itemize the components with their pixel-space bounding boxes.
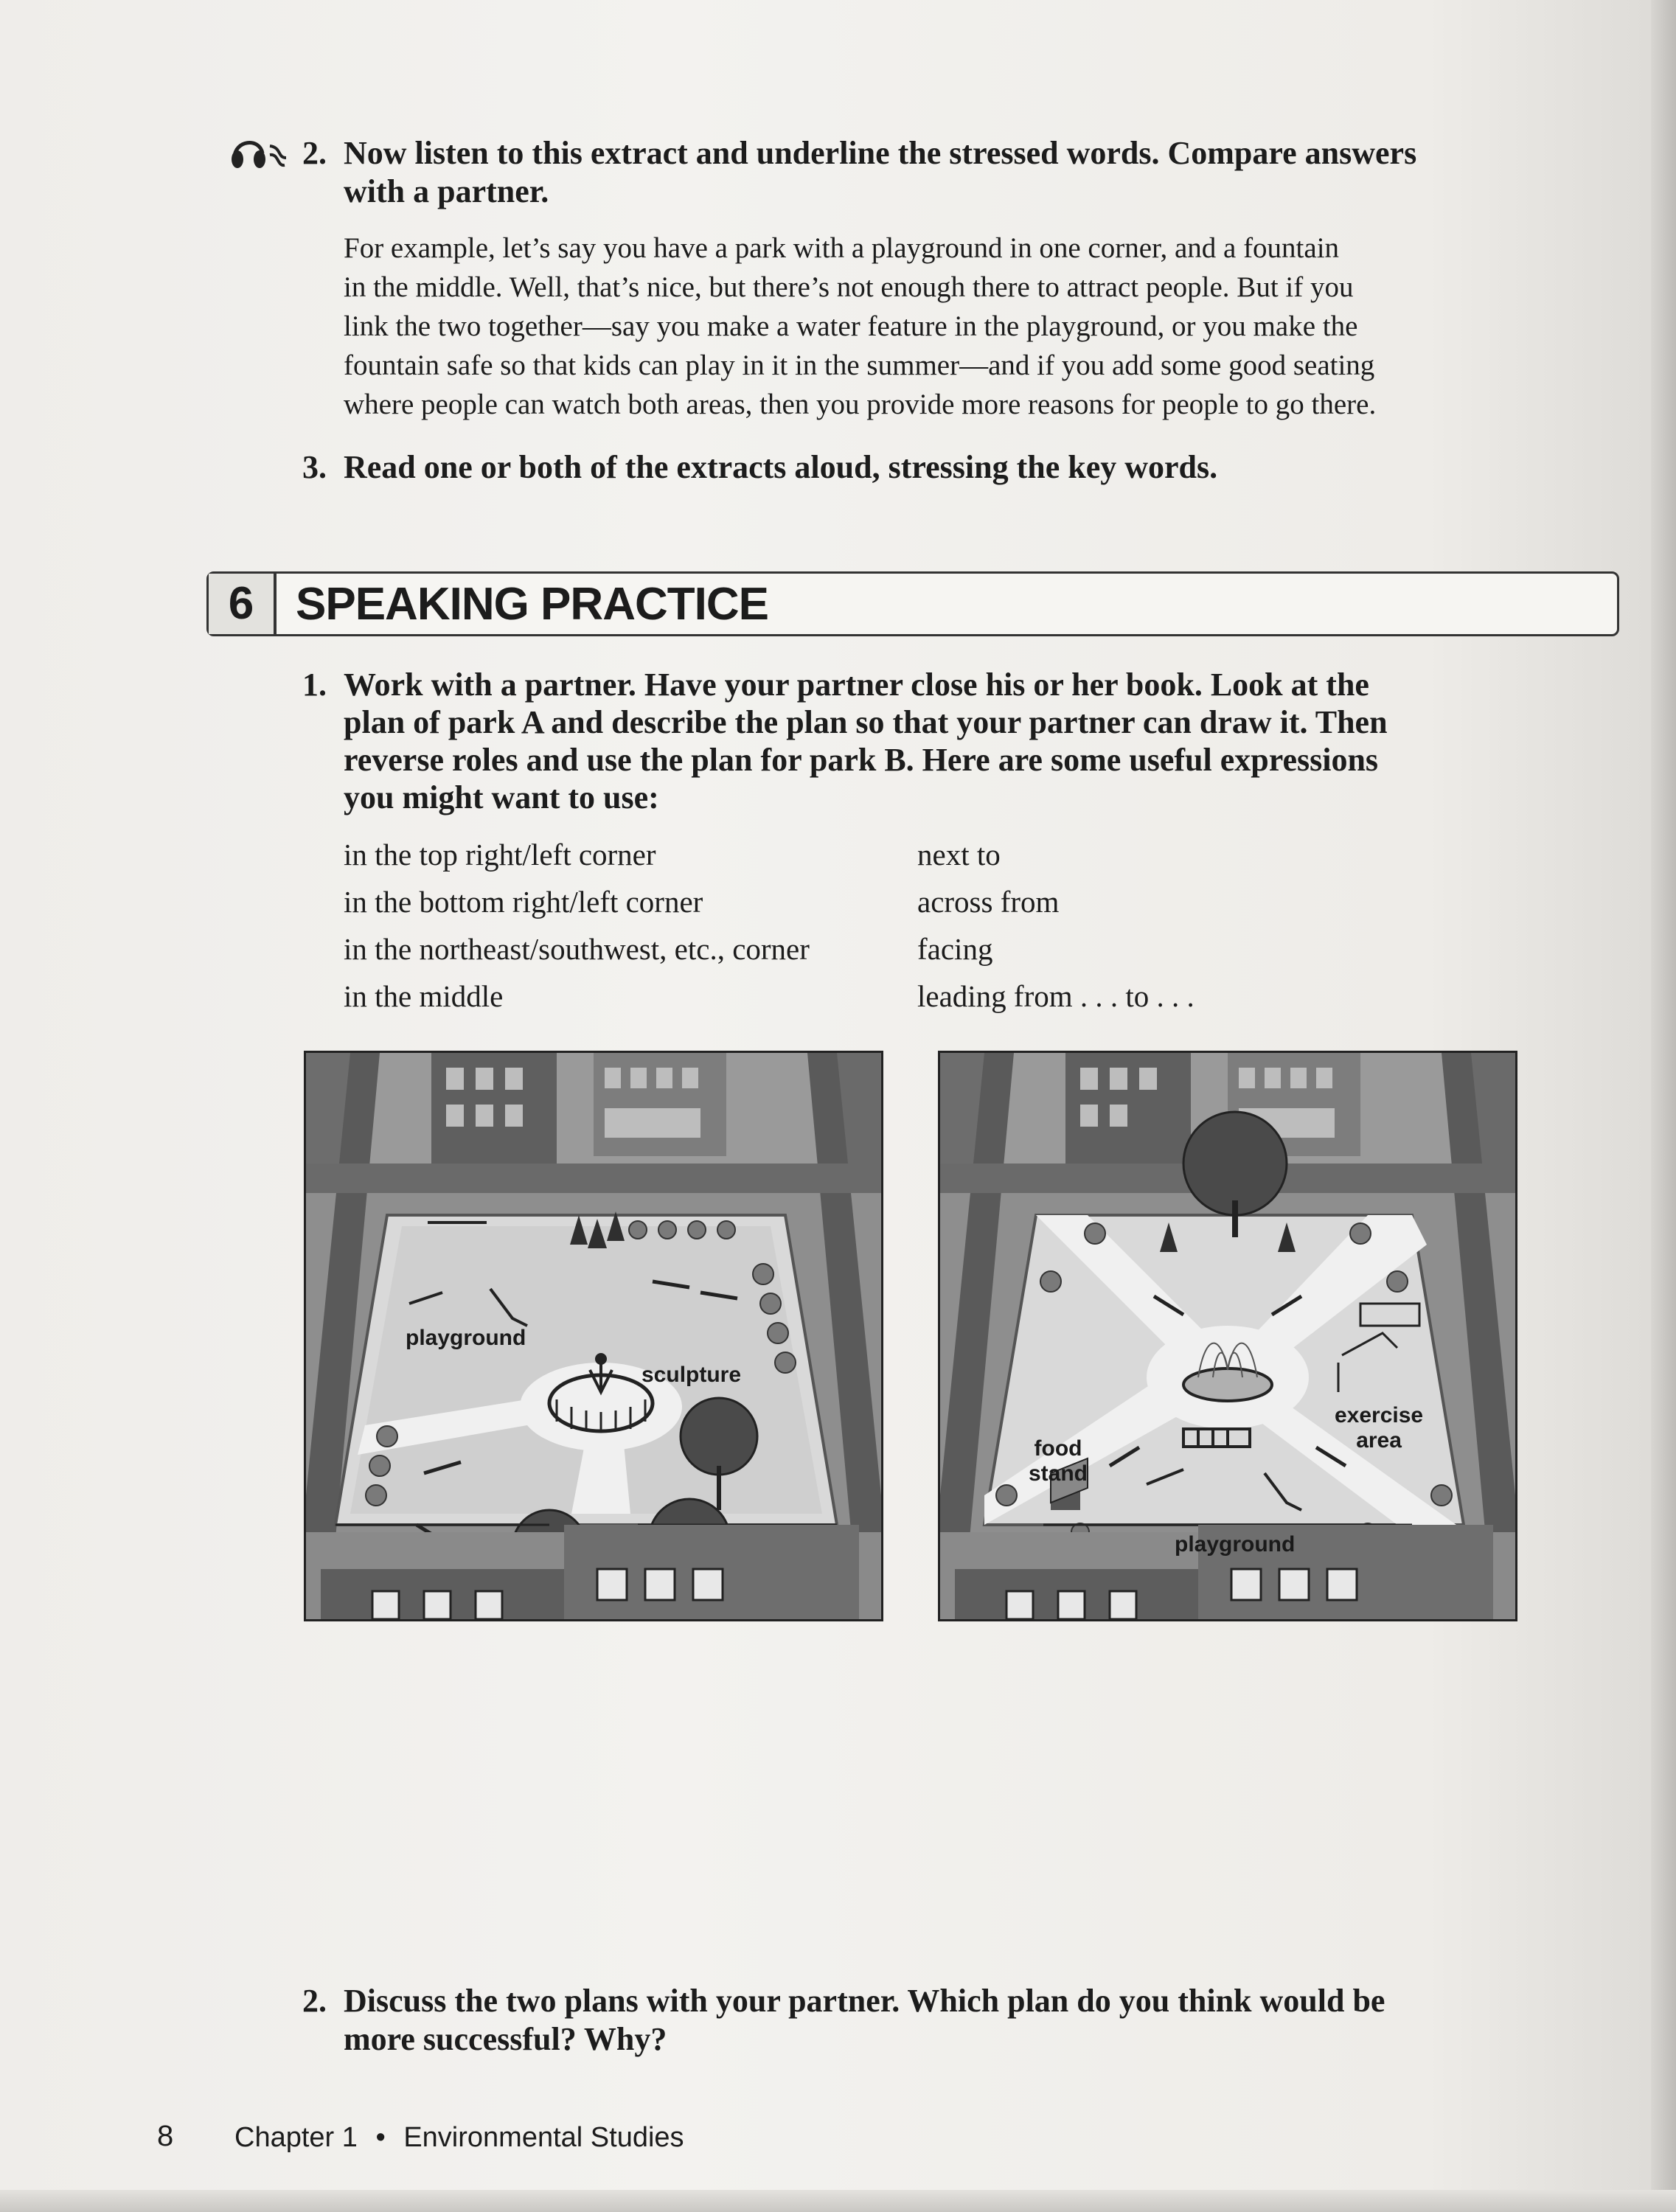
exercise-3	[302, 448, 1556, 487]
expressions-right	[917, 837, 1195, 1026]
chapter-label: Chapter 1	[234, 2122, 358, 2153]
exercise-2-instruction-1: Now listen to this extract and underline the stressed words. Compare answers	[344, 135, 1417, 171]
expression: next to	[917, 838, 1001, 872]
expressions-left	[344, 837, 810, 1026]
section-number: 6	[209, 574, 277, 634]
exercise-2-instruction-2: with a partner.	[344, 173, 549, 209]
extract-line: link the two together—say you make a water feature in the playground, or you make the	[344, 310, 1358, 342]
park-a-plan	[304, 1051, 883, 1621]
speaking-2-number: 2.	[302, 1983, 327, 2019]
speaking-2-line1: Discuss the two plans with your partner. Which plan do you think would be	[344, 1983, 1385, 2019]
chapter-footer	[234, 2122, 684, 2154]
extract-line: fountain safe so that kids can play in it in the summer—and if you add some good seating	[344, 349, 1375, 381]
expression: in the top right/left corner	[344, 838, 656, 872]
expression: facing	[917, 932, 993, 966]
speaking-1-line: you might want to use:	[344, 779, 659, 815]
page-edge	[1651, 0, 1676, 2212]
expression: across from	[917, 885, 1060, 919]
park-b-plan	[938, 1051, 1517, 1621]
exercise-2	[302, 134, 1556, 209]
speaking-1-line: plan of park A and describe the plan so that your partner can draw it. Then	[344, 704, 1388, 740]
expression: in the middle	[344, 979, 504, 1013]
footer-separator: •	[375, 2122, 386, 2153]
chapter-title: Environmental Studies	[403, 2122, 684, 2153]
page-number: 8	[157, 2120, 174, 2152]
speaking-2-line2: more successful? Why?	[344, 2021, 667, 2057]
park-b-exercise-label-line1: exercise	[1335, 1403, 1424, 1427]
speaking-1-line: Work with a partner. Have your partner close his or her book. Look at the	[344, 667, 1369, 703]
park-b-food-label-line2: stand	[1029, 1461, 1088, 1486]
speaking-exercise-2	[302, 1982, 1556, 2057]
park-b-food-label-line1: food	[1034, 1436, 1082, 1461]
section-header	[206, 571, 1619, 636]
exercise-3-text: Read one or both of the extracts aloud, stressing the key words.	[344, 449, 1218, 485]
section-title: SPEAKING PRACTICE	[296, 579, 768, 630]
exercise-3-number: 3.	[302, 449, 327, 485]
expression: leading from . . . to . . .	[917, 979, 1195, 1013]
extract-line: in the middle. Well, that’s nice, but there’s not enough there to attract people. But if you	[344, 271, 1354, 303]
extract-line: where people can watch both areas, then you provide more reasons for people to go there.	[344, 389, 1377, 420]
park-a-playground-label: playground	[406, 1326, 526, 1350]
speaking-exercise-1	[302, 666, 1556, 815]
headphones-icon	[230, 133, 289, 175]
page-bottom-edge	[0, 2190, 1676, 2212]
exercise-2-number: 2.	[302, 135, 327, 171]
extract-line: For example, let’s say you have a park with a playground in one corner, and a fountain	[344, 232, 1340, 264]
expression: in the bottom right/left corner	[344, 885, 703, 919]
speaking-1-number: 1.	[302, 667, 327, 703]
park-a-sculpture-label: sculpture	[641, 1363, 742, 1387]
expression: in the northeast/southwest, etc., corner	[344, 932, 810, 966]
park-b-playground-label: playground	[1175, 1532, 1296, 1557]
park-b-exercise-label-line2: area	[1356, 1428, 1402, 1453]
speaking-1-line: reverse roles and use the plan for park B. Here are some useful expressions	[344, 742, 1379, 778]
park-b-food-stand-label	[1029, 1436, 1088, 1486]
exercise-2-extract	[344, 229, 1597, 424]
park-b-exercise-area-label	[1335, 1403, 1423, 1453]
